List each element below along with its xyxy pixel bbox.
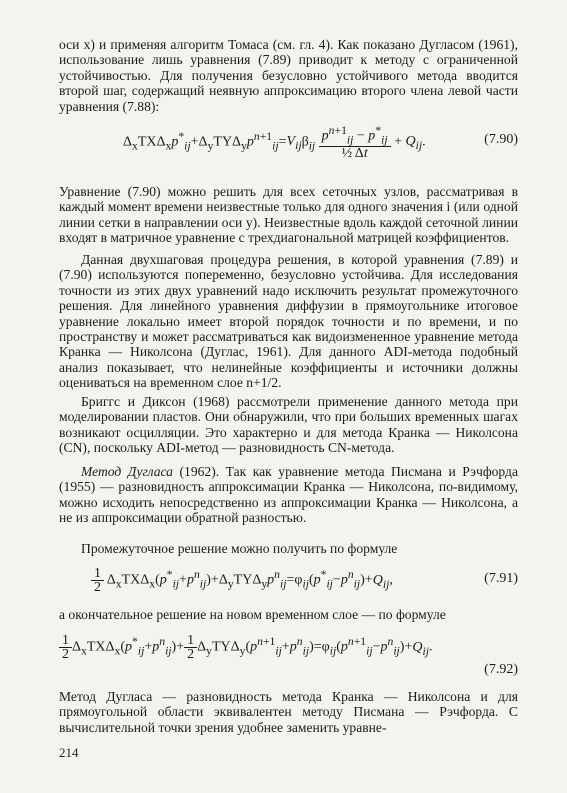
paragraph-two-step [59, 252, 518, 391]
paragraph-text: Промежуточное решение можно получить по формуле [81, 541, 398, 556]
equation-body: $\frac{1}{2}$ $\Delta_xTX\Delta_x(p^*_{ij}+p^n_{ij})+\Delta_yTY\Delta_yp^n_{ij}=\varphi_{ij}(p^*_{ij}-p^n_{ij})+Q_{ij}$, [91, 567, 393, 594]
equation-7-91 [59, 567, 518, 595]
equation-7-92 [59, 634, 518, 680]
paragraph-text: а окончательное решение на новом временном слое — по формуле [59, 607, 446, 622]
equation-body: $\frac{1}{2}$ $\Delta_xTX\Delta_x(p^*_{ij}+p^n_{ij})+$ $\frac{1}{2}$ $\Delta_yTY\Delta_y(p^{n+1}_{ij}+p^n_{ij})=\varphi_{ij}(p^{n+1}_{ij}-p^n_{ij})+Q_{ij}$. [59, 634, 432, 661]
equation-fraction: $\frac{p^{n+1}_{ij} - p^*_{ij}}{\text{½ Δt}}$ [319, 124, 391, 160]
equation-body: $\Delta_xTX\Delta_xp^*_{ij}+\Delta_yTY\Delta_yp^{n+1}_{ij}=V_{ij}\beta_{ij}$ $\frac{p^{n+1}_{ij} - p^*_{ij}}{\text{½ Δt}}$ + $Q_{ij}$. [123, 124, 426, 162]
paragraph-final [59, 607, 518, 622]
paragraph-text: Данная двухшаговая процедура решения, в которой уравнения (7.89) и (7.90) используются попеременно, безусловно устойчива. Для исследования точности из этих двух уравнений надо исключить результат промежуточного решения. Для линейного уравнения диффузии в прямоугольнике итоговое уравнение локально имеет второй порядок точности и по времени, и по пространству и может рассматриваться как видоизмененное уравнение метода Кранка — Николсона (Дуглас, 1961). Для данного ADI-метода подобный анализ показывает, что нелинейные коэффициенты и источники должны оцениваться на временном слое n+1/2. [59, 252, 518, 391]
paragraph-text: Уравнение (7.90) можно решить для всех сеточных узлов, рассматривая в каждый момент времени неизвестные только для одного значения i (или одной линии сетки в направлении оси y). Неизвестные вдоль каждой сеточной линии входят в матричное уравнение с трехдиагональной матрицей коэффициентов. [59, 184, 518, 246]
method-name: Метод Дугласа [81, 464, 173, 479]
paragraph-intermediate [59, 541, 518, 556]
paragraph-solution [59, 184, 518, 246]
page-number: 214 [59, 745, 79, 760]
paragraph-text: оси x) и применяя алгоритм Томаса (см. гл. 4). Как показано Дугласом (1961), использование лишь уравнения (7.89) приводит к методу с ограниченной устойчивостью. Для получения безусловно устойчивого метода вводится второй шаг, содержащий неявную аппроксимацию второго члена левой части уравнения (7.88): [59, 37, 518, 114]
paragraph-douglas [59, 464, 518, 526]
equation-number: (7.91) [484, 571, 518, 586]
paragraph-briggs [59, 394, 518, 456]
equation-number: (7.92) [484, 662, 518, 677]
paragraph-intro [59, 37, 518, 114]
paragraph-text: Метод Дугласа — разновидность метода Кранка — Николсона и для прямоугольной области эквивалентен методу Писмана — Рэчфорда. С вычислительной точки зрения удобнее заменить уравне- [59, 689, 518, 735]
equation-number: (7.90) [484, 132, 518, 147]
equation-7-90 [59, 124, 518, 160]
paragraph-text: Метод Дугласа (1962). Так как уравнение метода Писмана и Рэчфорда (1955) — разновидность аппроксимации Кранка — Николсона, по-видимому, можно исходить непосредственно из аппроксимации Кранка — Николсона, а не из аппроксимации обратной разностью. [59, 464, 518, 526]
paragraph-text: Бриггс и Диксон (1968) рассмотрели применение данного метода при моделировании пластов. Они обнаружили, что при больших временных шагах возникают осцилляции. Это характерно и для метода Кранка — Николсона (CN), поскольку ADI-метод — разновидность CN-метода. [59, 394, 518, 456]
paragraph-conclusion [59, 689, 518, 735]
